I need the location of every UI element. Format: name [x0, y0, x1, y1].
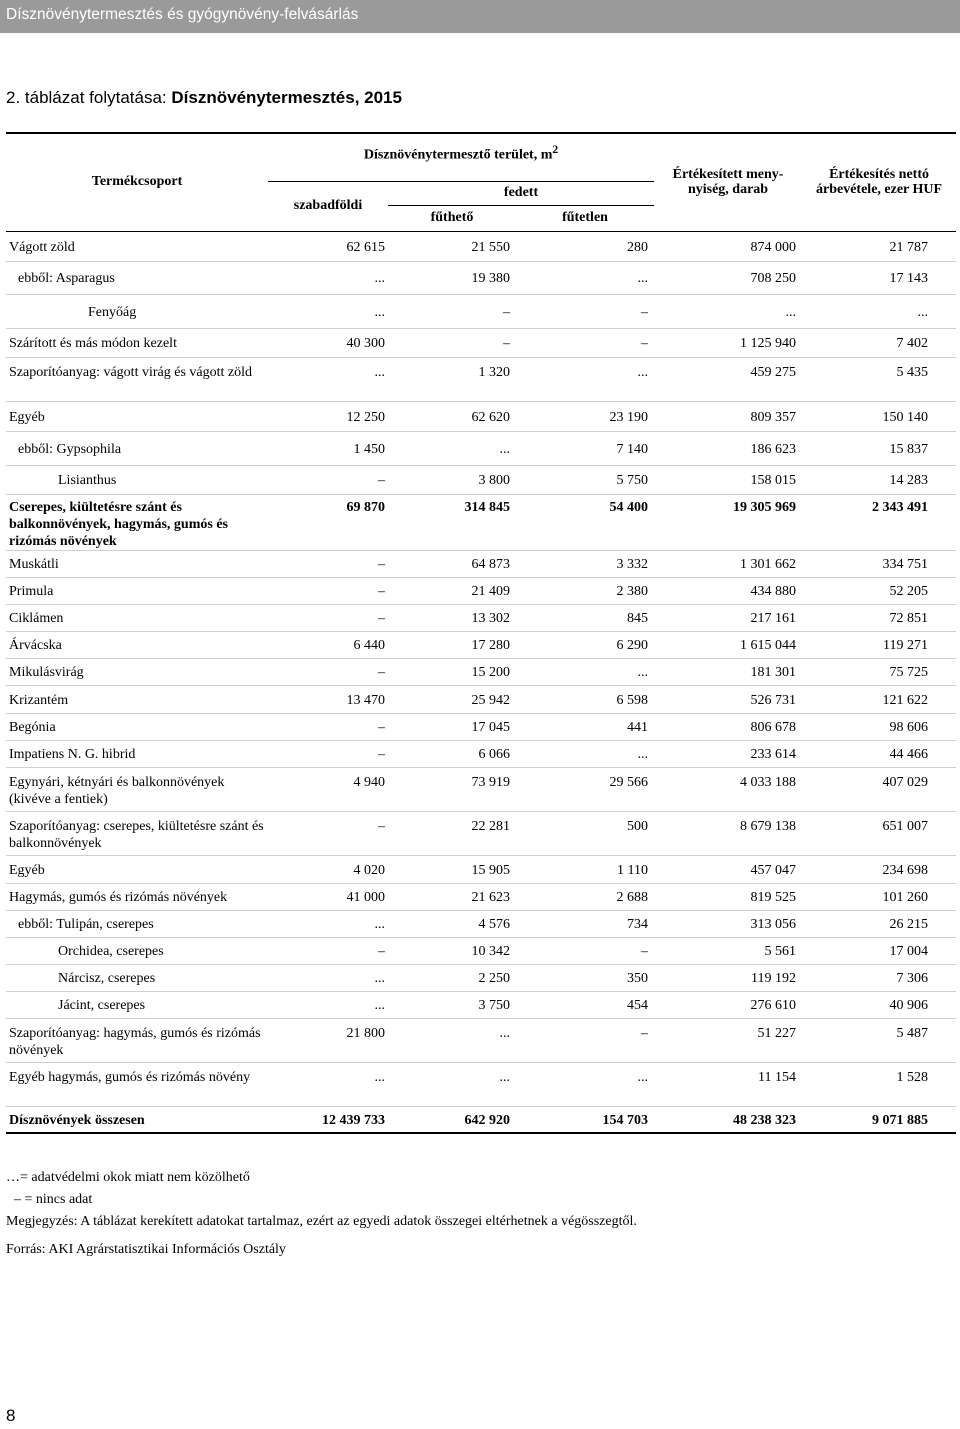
cell-value: 40 906: [889, 997, 929, 1013]
cell-value: 4 940: [353, 774, 385, 790]
cell-value: 806 678: [750, 719, 797, 735]
cell-value: 5 435: [896, 364, 929, 380]
cell-value: 41 000: [346, 889, 385, 905]
header-covered: fedett: [388, 181, 654, 205]
cell-value: 874 000: [750, 239, 797, 255]
header-product-group: Termékcsoport: [91, 174, 183, 190]
cell-value: 5 487: [896, 1025, 929, 1041]
cell-value: 22 281: [471, 818, 510, 834]
row-label: Vágott zöld: [9, 239, 75, 255]
cell-value: 1 528: [896, 1069, 929, 1085]
cell-value: –: [503, 335, 510, 351]
note-remark: Megjegyzés: A táblázat kerekített adatokat tartalmaz, ezért az egyedi adatok összegei eltérhetnek a végösszegtől.: [6, 1214, 637, 1229]
note-confidential: …= adatvédelmi okok miatt nem közölhető: [6, 1170, 250, 1185]
cell-value: 158 015: [750, 472, 797, 488]
cell-value: 73 919: [471, 774, 510, 790]
table-row: [6, 937, 956, 964]
cell-value: 98 606: [889, 719, 929, 735]
cell-value: ...: [374, 270, 385, 286]
table-row: [6, 1018, 956, 1062]
row-label: Egyéb: [9, 409, 45, 425]
cell-value: 48 238 323: [733, 1112, 797, 1128]
cell-value: 21 787: [889, 239, 929, 255]
row-label: Muskátli: [9, 556, 59, 572]
header-area-text: Dísznövénytermesztő terület, m: [363, 147, 553, 163]
cell-value: 809 357: [750, 409, 797, 425]
cell-value: 441: [627, 719, 649, 735]
cell-value: 62 615: [346, 239, 385, 255]
table-row: [6, 231, 956, 261]
table-row: [6, 1062, 956, 1106]
cell-value: 2 250: [478, 970, 510, 986]
page-number: 8: [6, 1406, 16, 1425]
cell-value: 12 250: [346, 409, 385, 425]
cell-value: 15 837: [889, 441, 929, 457]
row-label: ebből: Gypsophila: [18, 441, 122, 457]
cell-value: ...: [374, 364, 385, 380]
cell-value: 819 525: [750, 889, 797, 905]
cell-value: 26 215: [889, 916, 929, 932]
cell-value: ...: [374, 997, 385, 1013]
cell-value: ...: [637, 364, 649, 380]
cell-value: 233 614: [750, 746, 797, 762]
cell-value: 21 409: [471, 583, 510, 599]
table-row: [6, 328, 956, 357]
cell-value: –: [378, 556, 385, 572]
cell-value: 1 125 940: [740, 335, 797, 351]
table-row: [6, 431, 956, 465]
cell-value: 7 306: [896, 970, 929, 986]
cell-value: ...: [374, 916, 385, 932]
cell-value: 4 033 188: [740, 774, 797, 790]
cell-value: 5 750: [616, 472, 649, 488]
table-header: [6, 133, 956, 231]
row-label: Primula: [9, 583, 54, 599]
cell-value: 154 703: [602, 1112, 649, 1128]
cell-value: –: [378, 818, 385, 834]
row-label: Egyéb hagymás, gumós és rizómás növény: [9, 1069, 251, 1085]
cell-value: 2 380: [616, 583, 649, 599]
cell-value: 11 154: [758, 1069, 797, 1085]
row-label: Szaporítóanyag: vágott virág és vágott zöld: [9, 364, 252, 380]
row-label: Nárcisz, cserepes: [58, 970, 156, 986]
table-row: [6, 604, 956, 631]
row-label: Ciklámen: [9, 610, 64, 626]
cell-value: 17 143: [889, 270, 929, 286]
cell-value: 186 623: [750, 441, 797, 457]
cell-value: 12 439 733: [322, 1112, 385, 1128]
cell-value: 234 698: [882, 862, 929, 878]
cell-value: 313 056: [750, 916, 797, 932]
cell-value: –: [378, 746, 385, 762]
cell-value: 181 301: [750, 664, 797, 680]
cell-value: 19 305 969: [733, 499, 797, 515]
header-net-revenue: Értékesítés nettó árbevétele, ezer HUF: [816, 166, 943, 198]
cell-value: 642 920: [464, 1112, 510, 1128]
cell-value: –: [378, 472, 385, 488]
cell-value: 150 140: [882, 409, 929, 425]
table-row: [6, 631, 956, 658]
table-row: [6, 767, 956, 811]
header-sold-quantity: Értékesített meny-nyiség, darab: [672, 166, 784, 198]
cell-value: 4 576: [478, 916, 510, 932]
cell-value: ...: [374, 970, 385, 986]
cell-value: 54 400: [609, 499, 649, 515]
cell-value: –: [378, 664, 385, 680]
row-label: Mikulásvirág: [9, 664, 84, 680]
title-bold: Dísznövénytermesztés, 2015: [171, 88, 402, 107]
cell-value: –: [641, 1025, 649, 1041]
cell-value: 75 725: [889, 664, 929, 680]
cell-value: –: [378, 943, 385, 959]
header-unheated: fűtetlen: [562, 210, 608, 225]
cell-value: 17 280: [471, 637, 510, 653]
title-prefix: 2. táblázat folytatása:: [6, 88, 172, 107]
cell-value: 434 880: [750, 583, 797, 599]
cell-value: 6 440: [353, 637, 385, 653]
cell-value: 3 800: [478, 472, 510, 488]
header-area-group: [268, 133, 654, 181]
table-row: [6, 465, 956, 494]
cell-value: –: [641, 943, 649, 959]
table-row: [6, 685, 956, 713]
cell-value: 6 598: [616, 692, 649, 708]
cell-value: 52 205: [889, 583, 929, 599]
header-area-sup: 2: [552, 143, 559, 156]
table-row: [6, 811, 956, 855]
cell-value: 651 007: [882, 818, 929, 834]
cell-value: 3 750: [478, 997, 510, 1013]
row-label: Orchidea, cserepes: [58, 943, 164, 959]
cell-value: 1 301 662: [740, 556, 797, 572]
cell-value: 119 271: [883, 637, 929, 653]
row-label: Fenyőág: [88, 304, 137, 320]
cell-value: 459 275: [750, 364, 797, 380]
cell-value: ...: [637, 746, 649, 762]
cell-value: 62 620: [471, 409, 510, 425]
data-table: [6, 132, 956, 1134]
cell-value: 314 845: [464, 499, 510, 515]
cell-value: 64 873: [471, 556, 510, 572]
cell-value: ...: [637, 664, 649, 680]
cell-value: 72 851: [889, 610, 929, 626]
row-label: Dísznövények összesen: [9, 1112, 145, 1128]
cell-value: 40 300: [346, 335, 385, 351]
table-row: [6, 740, 956, 767]
cell-value: –: [378, 610, 385, 626]
cell-value: 13 470: [346, 692, 385, 708]
cell-value: 19 380: [471, 270, 510, 286]
row-label: Lisianthus: [58, 472, 117, 488]
cell-value: 101 260: [882, 889, 929, 905]
cell-value: 2 688: [616, 889, 649, 905]
cell-value: ...: [785, 304, 797, 320]
document-header-bar: Dísznövénytermesztés és gyógynövény-felvásárlás: [0, 0, 960, 33]
table-row: [6, 883, 956, 910]
cell-value: 25 942: [471, 692, 510, 708]
cell-value: 4 020: [353, 862, 385, 878]
cell-value: 708 250: [750, 270, 797, 286]
row-label: Egyéb: [9, 862, 45, 878]
cell-value: 454: [627, 997, 649, 1013]
cell-value: 5 561: [764, 943, 797, 959]
cell-value: ...: [499, 1069, 510, 1085]
cell-value: 21 550: [471, 239, 510, 255]
notes: [6, 1167, 637, 1261]
cell-value: 350: [627, 970, 649, 986]
cell-value: 23 190: [609, 409, 649, 425]
table-row: [6, 261, 956, 294]
cell-value: ...: [637, 270, 649, 286]
header-open-field: szabadföldi: [293, 198, 363, 213]
cell-value: 526 731: [750, 692, 797, 708]
row-label: Árvácska: [9, 637, 62, 653]
row-label: Krizantém: [9, 692, 69, 708]
cell-value: 7 402: [896, 335, 929, 351]
cell-value: ...: [637, 1069, 649, 1085]
row-label: Cserepes, kiültetésre szánt és balkonnövények, hagymás, gumós és rizómás növények: [9, 499, 228, 549]
cell-value: 217 161: [750, 610, 797, 626]
table-row: [6, 494, 956, 550]
cell-value: –: [503, 304, 510, 320]
header-heated: fűthető: [430, 210, 474, 225]
table-row: [6, 577, 956, 604]
cell-value: 9 071 885: [872, 1112, 929, 1128]
table-body: [6, 231, 956, 1133]
cell-value: 15 905: [471, 862, 510, 878]
table-row: [6, 964, 956, 991]
cell-value: 13 302: [471, 610, 510, 626]
note-no-data: – = nincs adat: [14, 1192, 93, 1207]
row-label: Impatiens N. G. hibrid: [9, 746, 136, 762]
cell-value: 69 870: [346, 499, 385, 515]
cell-value: ...: [374, 1069, 385, 1085]
table-row: [6, 658, 956, 685]
table-row: [6, 910, 956, 937]
cell-value: –: [641, 335, 649, 351]
cell-value: 734: [627, 916, 649, 932]
row-label: Hagymás, gumós és rizómás növények: [9, 889, 228, 905]
cell-value: 457 047: [750, 862, 797, 878]
page-title: [6, 88, 402, 108]
cell-value: 280: [627, 239, 649, 255]
table-row: [6, 294, 956, 328]
cell-value: 10 342: [471, 943, 510, 959]
cell-value: 6 066: [478, 746, 510, 762]
cell-value: –: [378, 583, 385, 599]
row-label: Begónia: [9, 719, 56, 735]
cell-value: 2 343 491: [872, 499, 929, 515]
cell-value: 1 450: [353, 441, 385, 457]
cell-value: 17 004: [889, 943, 929, 959]
row-label: Egynyári, kétnyári és balkonnövények (kivéve a fentiek): [9, 774, 225, 807]
note-source: Forrás: AKI Agrárstatisztikai Információs Osztály: [6, 1242, 286, 1257]
table-row: [6, 713, 956, 740]
cell-value: 44 466: [889, 746, 929, 762]
cell-value: 276 610: [750, 997, 797, 1013]
row-label: Szaporítóanyag: hagymás, gumós és rizómás növények: [9, 1025, 261, 1058]
cell-value: 29 566: [609, 774, 649, 790]
cell-value: 7 140: [616, 441, 649, 457]
cell-value: 14 283: [889, 472, 929, 488]
cell-value: 1 615 044: [740, 637, 797, 653]
table-row: [6, 550, 956, 577]
cell-value: 500: [627, 818, 649, 834]
cell-value: –: [378, 719, 385, 735]
cell-value: 21 800: [346, 1025, 385, 1041]
row-label: Szárított és más módon kezelt: [9, 335, 177, 351]
row-label: ebből: Asparagus: [18, 270, 115, 286]
row-label: ebből: Tulipán, cserepes: [18, 916, 154, 932]
cell-value: 121 622: [882, 692, 929, 708]
cell-value: 1 320: [478, 364, 510, 380]
row-label: Jácint, cserepes: [58, 997, 146, 1013]
cell-value: 845: [627, 610, 649, 626]
cell-value: ...: [499, 1025, 510, 1041]
cell-value: 8 679 138: [740, 818, 797, 834]
cell-value: 407 029: [882, 774, 929, 790]
table-row: [6, 357, 956, 401]
cell-value: ...: [499, 441, 510, 457]
cell-value: –: [641, 304, 649, 320]
table-row: [6, 855, 956, 883]
table-row: [6, 991, 956, 1018]
cell-value: 334 751: [882, 556, 929, 572]
cell-value: ...: [374, 304, 385, 320]
cell-value: 51 227: [757, 1025, 797, 1041]
cell-value: 119 192: [751, 970, 797, 986]
cell-value: 15 200: [471, 664, 510, 680]
cell-value: 17 045: [471, 719, 510, 735]
row-label: Szaporítóanyag: cserepes, kiültetésre szánt és balkonnövények: [9, 818, 264, 851]
table-row: [6, 401, 956, 431]
cell-value: 3 332: [616, 556, 649, 572]
cell-value: 1 110: [617, 862, 649, 878]
table-row: [6, 1106, 956, 1133]
cell-value: ...: [917, 304, 929, 320]
cell-value: 6 290: [616, 637, 649, 653]
cell-value: 21 623: [471, 889, 510, 905]
